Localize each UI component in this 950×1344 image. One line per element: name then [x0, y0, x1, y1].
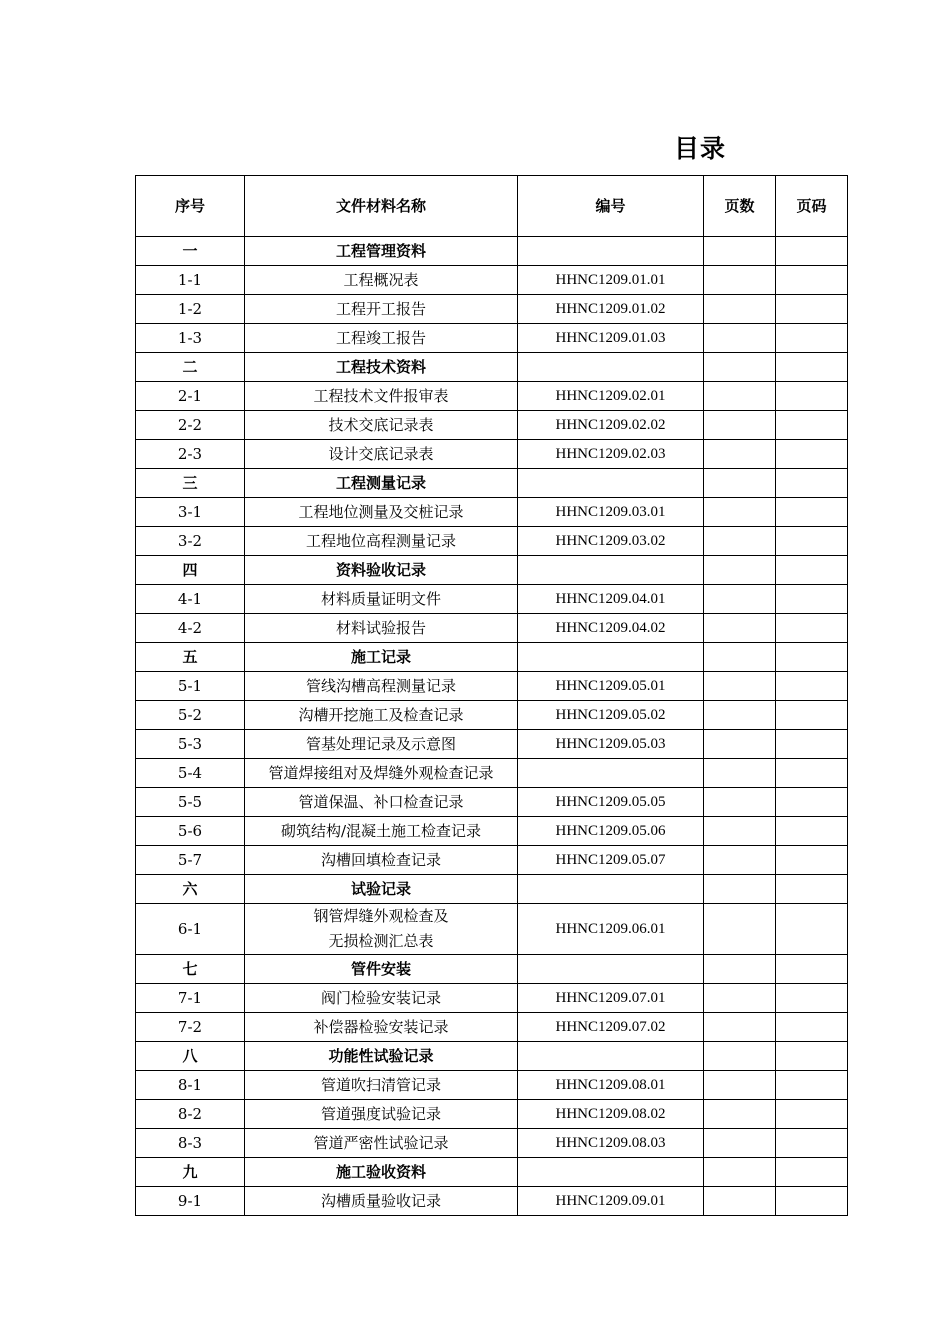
page-no-cell [776, 1071, 848, 1100]
seq-cell: 4-1 [136, 585, 245, 614]
seq-cell: 八 [136, 1042, 245, 1071]
item-name-cell [245, 904, 518, 955]
page-no-cell [776, 1129, 848, 1158]
item-name-cell: 管道焊接组对及焊缝外观检查记录 [245, 759, 518, 788]
page-no-cell [776, 585, 848, 614]
header-row [136, 176, 848, 237]
section-row [136, 556, 848, 585]
table-row [136, 382, 848, 411]
page-no-cell [776, 324, 848, 353]
page-no-cell [776, 1158, 848, 1187]
pages-cell [704, 498, 776, 527]
pages-cell [704, 701, 776, 730]
seq-cell: 4-2 [136, 614, 245, 643]
table-row [136, 759, 848, 788]
header-page-no: 页码 [776, 176, 848, 237]
page-no-cell [776, 295, 848, 324]
code-cell: HHNC1209.07.02 [518, 1013, 704, 1042]
pages-cell [704, 1158, 776, 1187]
code-cell [518, 469, 704, 498]
page-no-cell [776, 875, 848, 904]
code-cell: HHNC1209.05.03 [518, 730, 704, 759]
code-cell [518, 353, 704, 382]
page-no-cell [776, 701, 848, 730]
seq-cell: 5-4 [136, 759, 245, 788]
pages-cell [704, 237, 776, 266]
pages-cell [704, 527, 776, 556]
code-cell [518, 1042, 704, 1071]
item-name-cell: 管道严密性试验记录 [245, 1129, 518, 1158]
table-row [136, 498, 848, 527]
pages-cell [704, 1100, 776, 1129]
seq-cell: 九 [136, 1158, 245, 1187]
pages-cell [704, 440, 776, 469]
pages-cell [704, 846, 776, 875]
table-row [136, 614, 848, 643]
pages-cell [704, 817, 776, 846]
code-cell: HHNC1209.04.02 [518, 614, 704, 643]
page-no-cell [776, 643, 848, 672]
pages-cell [704, 1013, 776, 1042]
pages-cell [704, 1071, 776, 1100]
item-name-cell: 管线沟槽高程测量记录 [245, 672, 518, 701]
pages-cell [704, 382, 776, 411]
seq-cell: 六 [136, 875, 245, 904]
table-row [136, 984, 848, 1013]
item-name-cell: 阀门检验安装记录 [245, 984, 518, 1013]
item-name-cell: 工程竣工报告 [245, 324, 518, 353]
item-name-cell: 技术交底记录表 [245, 411, 518, 440]
pages-cell [704, 614, 776, 643]
header-code: 编号 [518, 176, 704, 237]
item-name-cell: 工程概况表 [245, 266, 518, 295]
table-row [136, 1013, 848, 1042]
table-row [136, 324, 848, 353]
seq-cell: 5-1 [136, 672, 245, 701]
seq-cell: 四 [136, 556, 245, 585]
page-no-cell [776, 469, 848, 498]
item-name-cell: 工程地位高程测量记录 [245, 527, 518, 556]
section-row [136, 643, 848, 672]
page-no-cell [776, 817, 848, 846]
pages-cell [704, 1187, 776, 1216]
item-name-line: 钢管焊缝外观检查及 [313, 907, 449, 925]
seq-cell: 一 [136, 237, 245, 266]
seq-cell: 1-3 [136, 324, 245, 353]
table-row [136, 1100, 848, 1129]
code-cell [518, 875, 704, 904]
section-title: 功能性试验记录 [245, 1042, 518, 1071]
table-row [136, 1187, 848, 1216]
page-no-cell [776, 1100, 848, 1129]
table-row [136, 527, 848, 556]
page-no-cell [776, 527, 848, 556]
seq-cell: 7-1 [136, 984, 245, 1013]
seq-cell: 5-2 [136, 701, 245, 730]
code-cell [518, 955, 704, 984]
pages-cell [704, 411, 776, 440]
item-name-cell: 管道强度试验记录 [245, 1100, 518, 1129]
item-name-cell: 材料质量证明文件 [245, 585, 518, 614]
page-no-cell [776, 556, 848, 585]
page-no-cell [776, 353, 848, 382]
code-cell: HHNC1209.02.02 [518, 411, 704, 440]
header-pages: 页数 [704, 176, 776, 237]
code-cell: HHNC1209.02.01 [518, 382, 704, 411]
section-title: 施工记录 [245, 643, 518, 672]
item-name-cell: 工程开工报告 [245, 295, 518, 324]
code-cell: HHNC1209.03.02 [518, 527, 704, 556]
page-no-cell [776, 730, 848, 759]
page-title: 目录 [674, 134, 727, 163]
code-cell [518, 1158, 704, 1187]
seq-cell: 7-2 [136, 1013, 245, 1042]
code-cell: HHNC1209.05.07 [518, 846, 704, 875]
pages-cell [704, 295, 776, 324]
seq-cell: 2-2 [136, 411, 245, 440]
page-no-cell [776, 498, 848, 527]
item-name-cell: 工程地位测量及交桩记录 [245, 498, 518, 527]
seq-cell: 五 [136, 643, 245, 672]
section-title: 试验记录 [245, 875, 518, 904]
code-cell: HHNC1209.08.01 [518, 1071, 704, 1100]
seq-cell: 5-7 [136, 846, 245, 875]
table-row [136, 701, 848, 730]
section-title: 工程测量记录 [245, 469, 518, 498]
item-name-cell: 设计交底记录表 [245, 440, 518, 469]
section-row [136, 875, 848, 904]
pages-cell [704, 353, 776, 382]
pages-cell [704, 788, 776, 817]
page-no-cell [776, 904, 848, 955]
seq-cell: 二 [136, 353, 245, 382]
section-row [136, 237, 848, 266]
code-cell: HHNC1209.05.02 [518, 701, 704, 730]
page-no-cell [776, 1042, 848, 1071]
section-title: 工程技术资料 [245, 353, 518, 382]
toc-body [136, 237, 848, 1216]
seq-cell: 1-1 [136, 266, 245, 295]
pages-cell [704, 904, 776, 955]
table-row [136, 411, 848, 440]
section-row [136, 1158, 848, 1187]
code-cell: HHNC1209.03.01 [518, 498, 704, 527]
seq-cell: 8-2 [136, 1100, 245, 1129]
section-title: 工程管理资料 [245, 237, 518, 266]
table-row [136, 440, 848, 469]
page-no-cell [776, 955, 848, 984]
table-row [136, 788, 848, 817]
seq-cell: 5-6 [136, 817, 245, 846]
page-no-cell [776, 1013, 848, 1042]
table-row [136, 266, 848, 295]
page-no-cell [776, 614, 848, 643]
pages-cell [704, 266, 776, 295]
seq-cell: 8-1 [136, 1071, 245, 1100]
item-name-cell: 材料试验报告 [245, 614, 518, 643]
pages-cell [704, 585, 776, 614]
code-cell: HHNC1209.09.01 [518, 1187, 704, 1216]
code-cell: HHNC1209.07.01 [518, 984, 704, 1013]
code-cell: HHNC1209.01.01 [518, 266, 704, 295]
table-row [136, 904, 848, 955]
section-row [136, 955, 848, 984]
page-no-cell [776, 1187, 848, 1216]
page-no-cell [776, 237, 848, 266]
seq-cell: 七 [136, 955, 245, 984]
pages-cell [704, 1042, 776, 1071]
pages-cell [704, 324, 776, 353]
code-cell: HHNC1209.06.01 [518, 904, 704, 955]
seq-cell: 2-3 [136, 440, 245, 469]
page-no-cell [776, 846, 848, 875]
header-name: 文件材料名称 [245, 176, 518, 237]
pages-cell [704, 875, 776, 904]
table-row [136, 295, 848, 324]
item-name-cell: 沟槽开挖施工及检查记录 [245, 701, 518, 730]
toc-table [135, 175, 848, 1216]
page-no-cell [776, 266, 848, 295]
code-cell [518, 643, 704, 672]
seq-cell: 三 [136, 469, 245, 498]
seq-cell: 1-2 [136, 295, 245, 324]
code-cell: HHNC1209.05.01 [518, 672, 704, 701]
code-cell: HHNC1209.08.02 [518, 1100, 704, 1129]
seq-cell: 5-3 [136, 730, 245, 759]
seq-cell: 8-3 [136, 1129, 245, 1158]
header-seq: 序号 [136, 176, 245, 237]
item-name-cell: 补偿器检验安装记录 [245, 1013, 518, 1042]
pages-cell [704, 759, 776, 788]
pages-cell [704, 984, 776, 1013]
code-cell [518, 237, 704, 266]
pages-cell [704, 955, 776, 984]
table-row [136, 585, 848, 614]
item-name-cell: 工程技术文件报审表 [245, 382, 518, 411]
pages-cell [704, 1129, 776, 1158]
section-row [136, 469, 848, 498]
item-name-cell: 沟槽回填检查记录 [245, 846, 518, 875]
section-row [136, 353, 848, 382]
section-title: 资料验收记录 [245, 556, 518, 585]
seq-cell: 6-1 [136, 904, 245, 955]
pages-cell [704, 672, 776, 701]
page-no-cell [776, 440, 848, 469]
table-row [136, 817, 848, 846]
code-cell: HHNC1209.02.03 [518, 440, 704, 469]
item-name-cell: 管道保温、补口检查记录 [245, 788, 518, 817]
page-no-cell [776, 984, 848, 1013]
code-cell [518, 759, 704, 788]
code-cell: HHNC1209.01.02 [518, 295, 704, 324]
page-no-cell [776, 759, 848, 788]
section-row [136, 1042, 848, 1071]
seq-cell: 2-1 [136, 382, 245, 411]
section-title: 施工验收资料 [245, 1158, 518, 1187]
table-row [136, 846, 848, 875]
item-name-line: 无损检测汇总表 [328, 932, 434, 950]
section-title: 管件安装 [245, 955, 518, 984]
pages-cell [704, 556, 776, 585]
page-no-cell [776, 788, 848, 817]
table-row [136, 730, 848, 759]
page-no-cell [776, 672, 848, 701]
code-cell: HHNC1209.04.01 [518, 585, 704, 614]
item-name-cell: 砌筑结构/混凝土施工检查记录 [245, 817, 518, 846]
seq-cell: 5-5 [136, 788, 245, 817]
seq-cell: 9-1 [136, 1187, 245, 1216]
seq-cell: 3-1 [136, 498, 245, 527]
seq-cell: 3-2 [136, 527, 245, 556]
pages-cell [704, 643, 776, 672]
page-no-cell [776, 411, 848, 440]
code-cell: HHNC1209.05.05 [518, 788, 704, 817]
code-cell [518, 556, 704, 585]
pages-cell [704, 730, 776, 759]
item-name-cell: 管道吹扫清管记录 [245, 1071, 518, 1100]
code-cell: HHNC1209.08.03 [518, 1129, 704, 1158]
code-cell: HHNC1209.05.06 [518, 817, 704, 846]
table-row [136, 1071, 848, 1100]
pages-cell [704, 469, 776, 498]
table-row [136, 672, 848, 701]
item-name-cell: 管基处理记录及示意图 [245, 730, 518, 759]
code-cell: HHNC1209.01.03 [518, 324, 704, 353]
table-row [136, 1129, 848, 1158]
item-name-cell: 沟槽质量验收记录 [245, 1187, 518, 1216]
page-no-cell [776, 382, 848, 411]
